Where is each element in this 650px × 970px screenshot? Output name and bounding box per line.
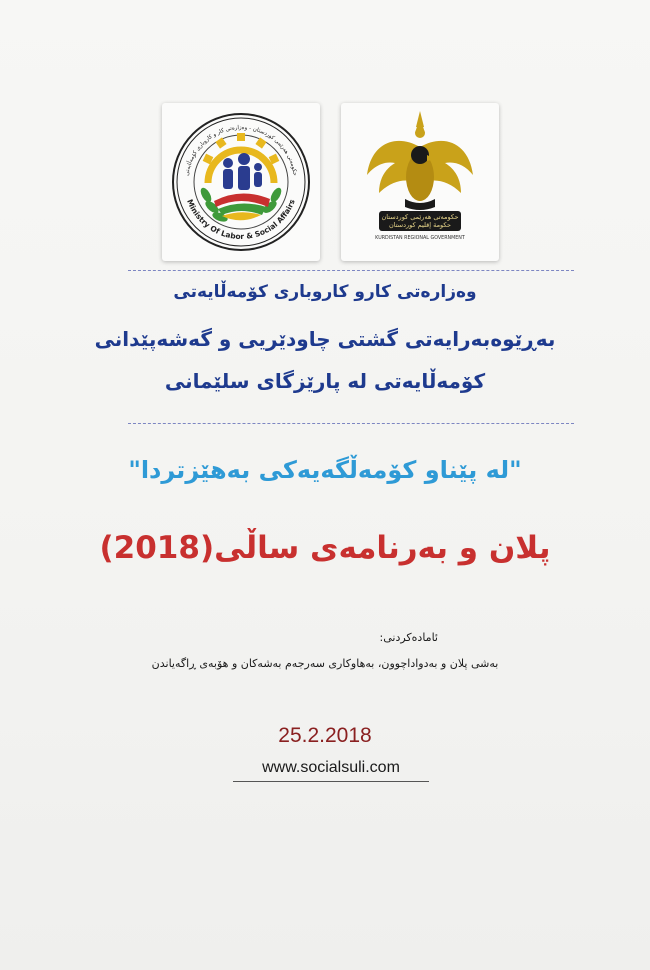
top-dashed-divider	[128, 270, 574, 271]
prepared-by-text: بەشی پلان و بەدواداچوون، بەهاوکاری سەرجەم بەشەکان و هۆبەی ڕاگەیاندن	[151, 657, 499, 670]
region-name: کۆمەڵایەتی لە پارێزگای سلێمانی	[164, 369, 486, 393]
website-underline	[233, 781, 429, 782]
krg-eagle-emblem	[341, 103, 499, 261]
krg-logo	[341, 103, 499, 261]
krg-name-ku: حکومەتی هەرێمی کوردستان	[381, 213, 459, 221]
website-link[interactable]: www.socialsuli.com	[262, 759, 400, 776]
krg-name-ar: حكومة إقليم كوردستان	[388, 221, 452, 229]
directorate-name: بەڕێوەبەرایەتی گشتی چاودێریی و گەشەپێدانی	[94, 327, 556, 351]
prepared-by-label: ئامادەکردنی:	[379, 631, 438, 644]
ministry-ring-text: Ministry Of Labor & Social Affairs	[185, 197, 297, 242]
ministry-emblem	[162, 103, 320, 261]
slogan: "لە پێناو کۆمەڵگەیەکی بەهێزتردا"	[128, 456, 522, 484]
publication-date: 25.2.2018	[278, 724, 372, 747]
bottom-dashed-divider	[128, 423, 574, 424]
document-title: پلان و بەرنامەی ساڵی(2018)	[99, 530, 551, 566]
ministry-name: وەزارەتی کارو کاروباری کۆمەڵایەتی	[173, 282, 477, 302]
ministry-logo	[162, 103, 320, 261]
ministry-ring-text-top: حکومەتی هەرێمی کوردستان - وەزارەتی کار و کاروباری کۆمەڵایەتی	[184, 124, 298, 177]
krg-name-en: KURDISTAN REGIONAL GOVERNMENT	[375, 236, 465, 241]
